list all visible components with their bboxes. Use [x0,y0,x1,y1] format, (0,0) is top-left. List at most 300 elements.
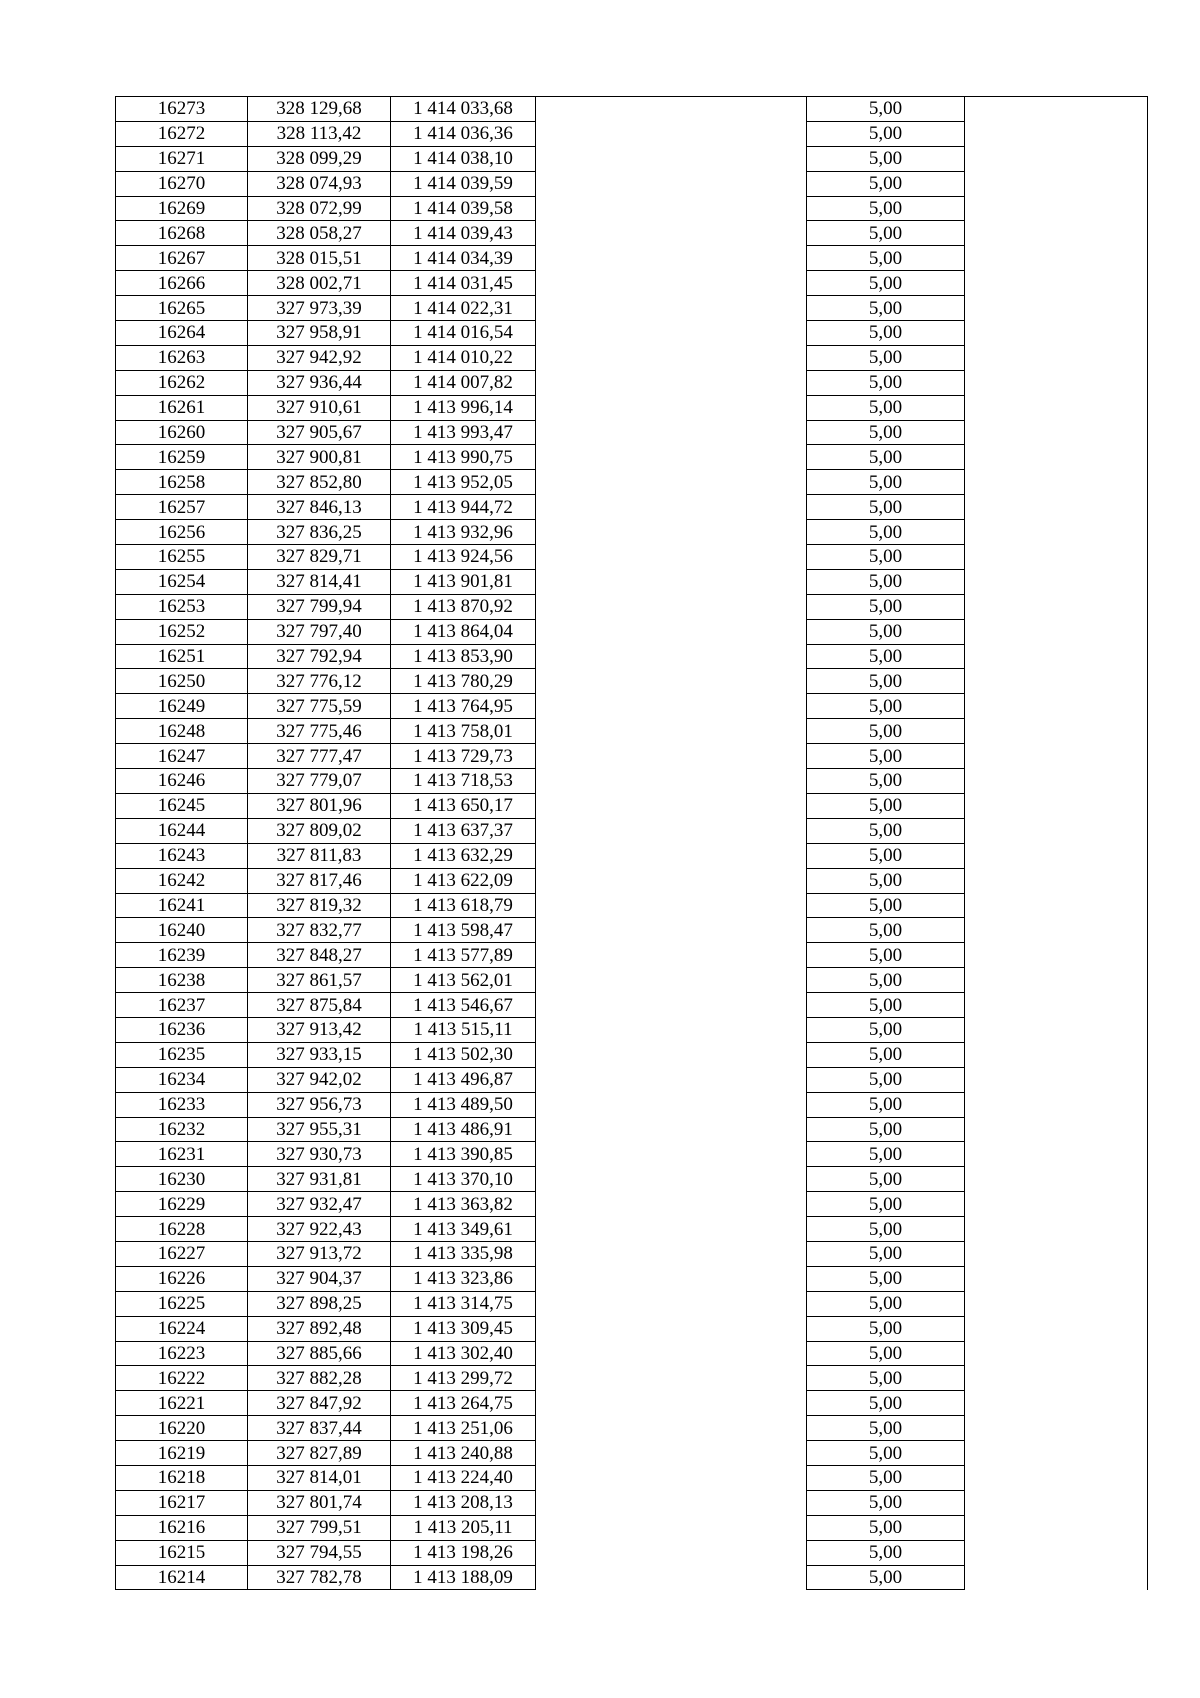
blank-cell [965,420,1148,445]
point-number-cell: 16231 [116,1142,248,1167]
blank-cell [536,1266,807,1291]
blank-cell [965,993,1148,1018]
point-number-cell: 16237 [116,993,248,1018]
blank-cell [965,1266,1148,1291]
point-number-cell: 16236 [116,1017,248,1042]
point-number-cell: 16257 [116,495,248,520]
blank-cell [536,1217,807,1242]
point-number-cell: 16270 [116,171,248,196]
value-cell: 5,00 [807,1366,965,1391]
table-row [116,868,1148,893]
value-cell: 5,00 [807,1565,965,1590]
blank-cell [536,321,807,346]
x-coordinate-cell: 327 775,59 [248,694,391,719]
blank-cell [536,221,807,246]
table-row [116,97,1148,122]
blank-cell [965,171,1148,196]
blank-cell [536,769,807,794]
table-row [116,1117,1148,1142]
value-cell: 5,00 [807,1490,965,1515]
table-row [116,545,1148,570]
point-number-cell: 16247 [116,744,248,769]
point-number-cell: 16226 [116,1266,248,1291]
x-coordinate-cell: 327 922,43 [248,1217,391,1242]
blank-cell [965,1067,1148,1092]
x-coordinate-cell: 327 811,83 [248,843,391,868]
blank-cell [536,1142,807,1167]
point-number-cell: 16233 [116,1092,248,1117]
blank-cell [965,1465,1148,1490]
y-coordinate-cell: 1 413 486,91 [391,1117,536,1142]
point-number-cell: 16266 [116,271,248,296]
x-coordinate-cell: 327 801,96 [248,793,391,818]
blank-cell [965,470,1148,495]
y-coordinate-cell: 1 413 188,09 [391,1565,536,1590]
x-coordinate-cell: 328 074,93 [248,171,391,196]
blank-cell [536,818,807,843]
blank-cell [965,569,1148,594]
point-number-cell: 16271 [116,146,248,171]
blank-cell [965,1217,1148,1242]
point-number-cell: 16219 [116,1441,248,1466]
value-cell: 5,00 [807,1465,965,1490]
value-cell: 5,00 [807,420,965,445]
value-cell: 5,00 [807,769,965,794]
point-number-cell: 16216 [116,1515,248,1540]
y-coordinate-cell: 1 413 489,50 [391,1092,536,1117]
table-row [116,196,1148,221]
y-coordinate-cell: 1 413 496,87 [391,1067,536,1092]
x-coordinate-cell: 327 898,25 [248,1291,391,1316]
blank-cell [965,843,1148,868]
blank-cell [965,271,1148,296]
y-coordinate-cell: 1 413 205,11 [391,1515,536,1540]
blank-cell [536,545,807,570]
value-cell: 5,00 [807,1291,965,1316]
y-coordinate-cell: 1 414 022,31 [391,296,536,321]
value-cell: 5,00 [807,569,965,594]
point-number-cell: 16264 [116,321,248,346]
x-coordinate-cell: 327 930,73 [248,1142,391,1167]
blank-cell [536,345,807,370]
x-coordinate-cell: 327 933,15 [248,1042,391,1067]
table-row [116,993,1148,1018]
blank-cell [536,1416,807,1441]
y-coordinate-cell: 1 413 618,79 [391,893,536,918]
point-number-cell: 16246 [116,769,248,794]
table-row [116,171,1148,196]
blank-cell [536,619,807,644]
table-row [116,370,1148,395]
x-coordinate-cell: 327 958,91 [248,321,391,346]
value-cell: 5,00 [807,818,965,843]
y-coordinate-cell: 1 413 729,73 [391,744,536,769]
point-number-cell: 16273 [116,97,248,122]
table-row [116,1017,1148,1042]
y-coordinate-cell: 1 414 033,68 [391,97,536,122]
blank-cell [536,470,807,495]
table-row [116,893,1148,918]
point-number-cell: 16217 [116,1490,248,1515]
x-coordinate-cell: 327 904,37 [248,1266,391,1291]
table-row [116,744,1148,769]
y-coordinate-cell: 1 413 870,92 [391,594,536,619]
x-coordinate-cell: 327 913,72 [248,1241,391,1266]
table-row [116,1217,1148,1242]
value-cell: 5,00 [807,1515,965,1540]
value-cell: 5,00 [807,1067,965,1092]
blank-cell [965,296,1148,321]
point-number-cell: 16267 [116,246,248,271]
x-coordinate-cell: 327 836,25 [248,520,391,545]
value-cell: 5,00 [807,1416,965,1441]
blank-cell [536,1540,807,1565]
point-number-cell: 16238 [116,968,248,993]
value-cell: 5,00 [807,1441,965,1466]
point-number-cell: 16268 [116,221,248,246]
table-row [116,1515,1148,1540]
blank-cell [536,594,807,619]
blank-cell [536,97,807,122]
value-cell: 5,00 [807,594,965,619]
table-row [116,395,1148,420]
blank-cell [965,121,1148,146]
blank-cell [965,644,1148,669]
value-cell: 5,00 [807,1167,965,1192]
point-number-cell: 16221 [116,1391,248,1416]
value-cell: 5,00 [807,520,965,545]
blank-cell [965,744,1148,769]
value-cell: 5,00 [807,719,965,744]
value-cell: 5,00 [807,470,965,495]
value-cell: 5,00 [807,271,965,296]
y-coordinate-cell: 1 413 993,47 [391,420,536,445]
blank-cell [536,569,807,594]
blank-cell [965,146,1148,171]
table-row [116,594,1148,619]
blank-cell [965,520,1148,545]
table-row [116,943,1148,968]
value-cell: 5,00 [807,669,965,694]
value-cell: 5,00 [807,868,965,893]
value-cell: 5,00 [807,296,965,321]
x-coordinate-cell: 327 931,81 [248,1167,391,1192]
y-coordinate-cell: 1 413 251,06 [391,1416,536,1441]
y-coordinate-cell: 1 413 264,75 [391,1391,536,1416]
blank-cell [536,146,807,171]
value-cell: 5,00 [807,993,965,1018]
y-coordinate-cell: 1 413 622,09 [391,868,536,893]
point-number-cell: 16252 [116,619,248,644]
table-row [116,569,1148,594]
value-cell: 5,00 [807,1341,965,1366]
point-number-cell: 16214 [116,1565,248,1590]
blank-cell [536,1565,807,1590]
blank-cell [965,1017,1148,1042]
point-number-cell: 16269 [116,196,248,221]
blank-cell [965,719,1148,744]
blank-cell [536,1441,807,1466]
value-cell: 5,00 [807,1266,965,1291]
blank-cell [965,196,1148,221]
blank-cell [965,594,1148,619]
blank-cell [536,1192,807,1217]
x-coordinate-cell: 327 956,73 [248,1092,391,1117]
point-number-cell: 16250 [116,669,248,694]
value-cell: 5,00 [807,1241,965,1266]
x-coordinate-cell: 327 779,07 [248,769,391,794]
x-coordinate-cell: 327 799,51 [248,1515,391,1540]
blank-cell [965,1042,1148,1067]
blank-cell [965,793,1148,818]
y-coordinate-cell: 1 414 010,22 [391,345,536,370]
blank-cell [536,1067,807,1092]
blank-cell [965,370,1148,395]
value-cell: 5,00 [807,893,965,918]
blank-cell [536,993,807,1018]
table-row [116,420,1148,445]
blank-cell [536,669,807,694]
point-number-cell: 16255 [116,545,248,570]
y-coordinate-cell: 1 414 007,82 [391,370,536,395]
value-cell: 5,00 [807,1117,965,1142]
y-coordinate-cell: 1 413 302,40 [391,1341,536,1366]
table-row [116,1042,1148,1067]
x-coordinate-cell: 327 827,89 [248,1441,391,1466]
x-coordinate-cell: 327 782,78 [248,1565,391,1590]
y-coordinate-cell: 1 413 853,90 [391,644,536,669]
table-row [116,968,1148,993]
point-number-cell: 16225 [116,1291,248,1316]
value-cell: 5,00 [807,1316,965,1341]
x-coordinate-cell: 327 832,77 [248,918,391,943]
point-number-cell: 16244 [116,818,248,843]
point-number-cell: 16223 [116,1341,248,1366]
coordinates-table [115,96,1148,1590]
blank-cell [965,321,1148,346]
x-coordinate-cell: 327 913,42 [248,1017,391,1042]
y-coordinate-cell: 1 413 996,14 [391,395,536,420]
x-coordinate-cell: 327 829,71 [248,545,391,570]
x-coordinate-cell: 327 776,12 [248,669,391,694]
y-coordinate-cell: 1 413 363,82 [391,1192,536,1217]
table-row [116,843,1148,868]
blank-cell [536,1017,807,1042]
blank-cell [536,520,807,545]
blank-cell [536,943,807,968]
y-coordinate-cell: 1 413 309,45 [391,1316,536,1341]
value-cell: 5,00 [807,619,965,644]
blank-cell [536,1490,807,1515]
y-coordinate-cell: 1 413 650,17 [391,793,536,818]
blank-cell [536,296,807,321]
blank-cell [536,121,807,146]
value-cell: 5,00 [807,1142,965,1167]
blank-cell [965,868,1148,893]
value-cell: 5,00 [807,943,965,968]
x-coordinate-cell: 327 846,13 [248,495,391,520]
value-cell: 5,00 [807,395,965,420]
x-coordinate-cell: 327 837,44 [248,1416,391,1441]
point-number-cell: 16248 [116,719,248,744]
table-row [116,1167,1148,1192]
blank-cell [965,669,1148,694]
blank-cell [536,246,807,271]
blank-cell [965,1341,1148,1366]
y-coordinate-cell: 1 414 031,45 [391,271,536,296]
blank-cell [536,196,807,221]
blank-cell [965,445,1148,470]
blank-cell [965,1316,1148,1341]
y-coordinate-cell: 1 414 038,10 [391,146,536,171]
x-coordinate-cell: 327 936,44 [248,370,391,395]
value-cell: 5,00 [807,97,965,122]
x-coordinate-cell: 328 058,27 [248,221,391,246]
value-cell: 5,00 [807,445,965,470]
x-coordinate-cell: 327 942,02 [248,1067,391,1092]
point-number-cell: 16240 [116,918,248,943]
x-coordinate-cell: 327 801,74 [248,1490,391,1515]
blank-cell [965,495,1148,520]
point-number-cell: 16242 [116,868,248,893]
table-row [116,445,1148,470]
y-coordinate-cell: 1 413 314,75 [391,1291,536,1316]
x-coordinate-cell: 327 817,46 [248,868,391,893]
y-coordinate-cell: 1 414 016,54 [391,321,536,346]
table-row [116,345,1148,370]
point-number-cell: 16218 [116,1465,248,1490]
blank-cell [965,1167,1148,1192]
table-row [116,1241,1148,1266]
blank-cell [965,1241,1148,1266]
y-coordinate-cell: 1 413 349,61 [391,1217,536,1242]
x-coordinate-cell: 328 099,29 [248,146,391,171]
y-coordinate-cell: 1 413 632,29 [391,843,536,868]
x-coordinate-cell: 327 852,80 [248,470,391,495]
x-coordinate-cell: 327 792,94 [248,644,391,669]
point-number-cell: 16260 [116,420,248,445]
value-cell: 5,00 [807,694,965,719]
point-number-cell: 16239 [116,943,248,968]
blank-cell [965,1490,1148,1515]
table-row [116,1391,1148,1416]
table-row [116,1067,1148,1092]
blank-cell [965,968,1148,993]
blank-cell [965,1092,1148,1117]
x-coordinate-cell: 328 129,68 [248,97,391,122]
blank-cell [536,420,807,445]
table-row [116,246,1148,271]
blank-cell [965,1142,1148,1167]
blank-cell [536,793,807,818]
y-coordinate-cell: 1 414 039,43 [391,221,536,246]
point-number-cell: 16272 [116,121,248,146]
table-row [116,1291,1148,1316]
table-row [116,669,1148,694]
y-coordinate-cell: 1 413 240,88 [391,1441,536,1466]
x-coordinate-cell: 327 885,66 [248,1341,391,1366]
value-cell: 5,00 [807,246,965,271]
y-coordinate-cell: 1 413 515,11 [391,1017,536,1042]
point-number-cell: 16259 [116,445,248,470]
point-number-cell: 16261 [116,395,248,420]
blank-cell [965,1291,1148,1316]
point-number-cell: 16254 [116,569,248,594]
y-coordinate-cell: 1 413 299,72 [391,1366,536,1391]
table-row [116,1565,1148,1590]
y-coordinate-cell: 1 413 901,81 [391,569,536,594]
table-row [116,146,1148,171]
blank-cell [965,545,1148,570]
value-cell: 5,00 [807,345,965,370]
table-row [116,1465,1148,1490]
x-coordinate-cell: 327 777,47 [248,744,391,769]
point-number-cell: 16241 [116,893,248,918]
value-cell: 5,00 [807,1017,965,1042]
blank-cell [965,818,1148,843]
table-row [116,1341,1148,1366]
point-number-cell: 16263 [116,345,248,370]
table-row [116,769,1148,794]
y-coordinate-cell: 1 413 546,67 [391,993,536,1018]
blank-cell [965,943,1148,968]
x-coordinate-cell: 327 875,84 [248,993,391,1018]
point-number-cell: 16222 [116,1366,248,1391]
blank-cell [536,1167,807,1192]
y-coordinate-cell: 1 413 390,85 [391,1142,536,1167]
x-coordinate-cell: 327 848,27 [248,943,391,968]
blank-cell [536,1341,807,1366]
y-coordinate-cell: 1 413 952,05 [391,470,536,495]
table-row [116,321,1148,346]
x-coordinate-cell: 328 015,51 [248,246,391,271]
y-coordinate-cell: 1 413 335,98 [391,1241,536,1266]
point-number-cell: 16251 [116,644,248,669]
y-coordinate-cell: 1 413 577,89 [391,943,536,968]
table-row [116,1316,1148,1341]
table-row [116,1266,1148,1291]
point-number-cell: 16235 [116,1042,248,1067]
blank-cell [965,1366,1148,1391]
value-cell: 5,00 [807,644,965,669]
blank-cell [536,1092,807,1117]
x-coordinate-cell: 327 955,31 [248,1117,391,1142]
x-coordinate-cell: 327 847,92 [248,1391,391,1416]
table-row [116,495,1148,520]
blank-cell [965,619,1148,644]
blank-cell [536,370,807,395]
blank-cell [536,644,807,669]
y-coordinate-cell: 1 413 764,95 [391,694,536,719]
y-coordinate-cell: 1 414 039,59 [391,171,536,196]
blank-cell [965,1192,1148,1217]
x-coordinate-cell: 327 900,81 [248,445,391,470]
blank-cell [536,1291,807,1316]
point-number-cell: 16256 [116,520,248,545]
table-row [116,1441,1148,1466]
y-coordinate-cell: 1 413 370,10 [391,1167,536,1192]
blank-cell [965,97,1148,122]
table-row [116,619,1148,644]
blank-cell [965,1391,1148,1416]
blank-cell [536,1366,807,1391]
value-cell: 5,00 [807,1092,965,1117]
x-coordinate-cell: 327 794,55 [248,1540,391,1565]
x-coordinate-cell: 327 799,94 [248,594,391,619]
point-number-cell: 16215 [116,1540,248,1565]
point-number-cell: 16245 [116,793,248,818]
blank-cell [536,495,807,520]
